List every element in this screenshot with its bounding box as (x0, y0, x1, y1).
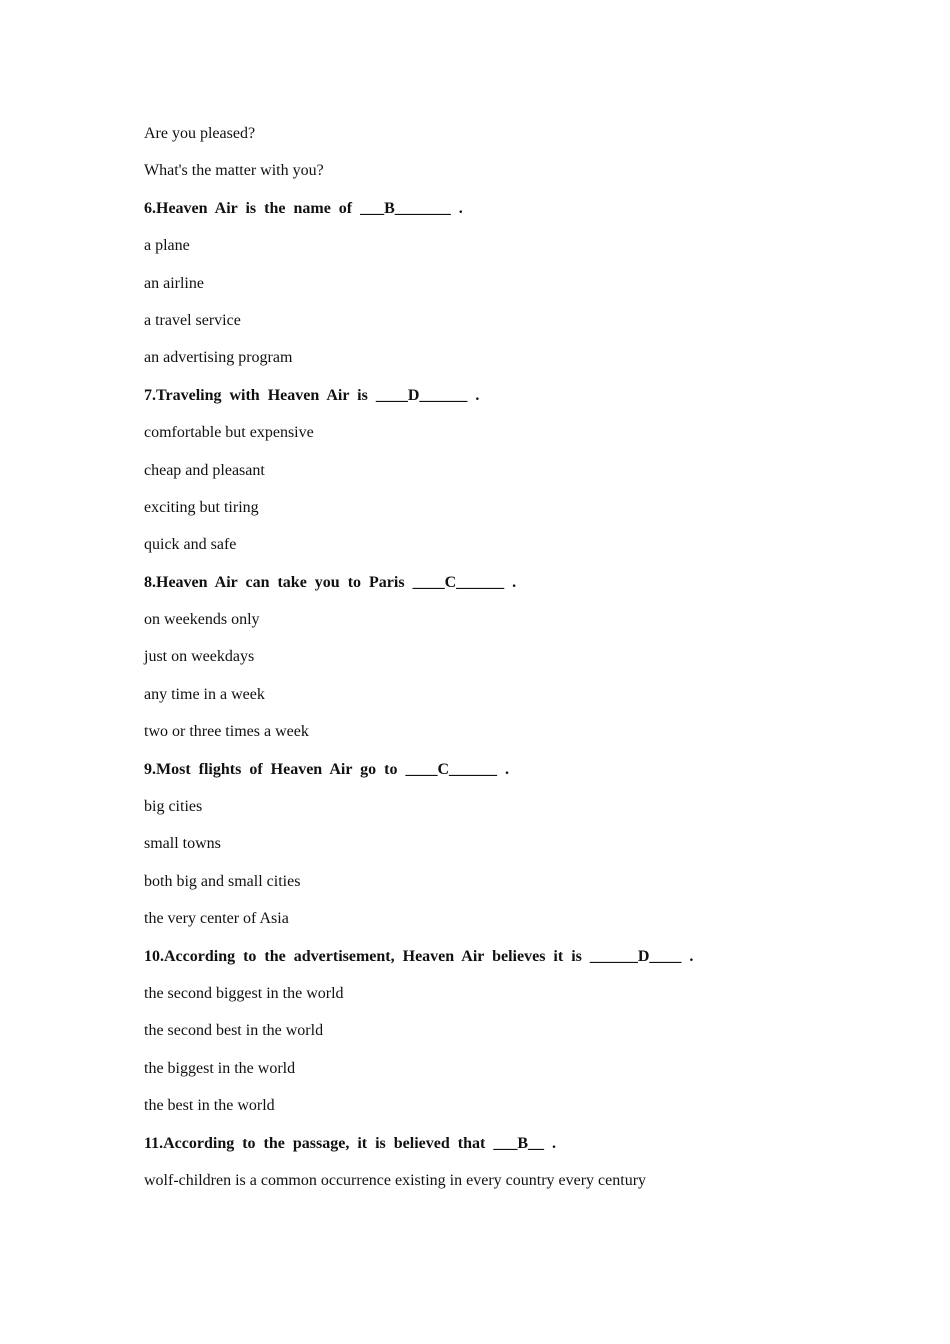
answer-option: the second best in the world (144, 1022, 324, 1040)
answer-option: exciting but tiring (144, 498, 259, 516)
answer-option: two or three times a week (144, 723, 309, 741)
answer-option: Are you pleased? (144, 125, 256, 142)
answer-option: any time in a week (144, 685, 265, 703)
answer-option: small towns (144, 835, 221, 853)
question-7: 7.Traveling with Heaven Air is ____D______ . (144, 386, 480, 404)
answer-option: quick and safe (144, 536, 237, 554)
question-6: 6.Heaven Air is the name of ___B_______ . (144, 199, 463, 217)
question-10: 10.According to the advertisement, Heaven Air believes it is ______D____ . (144, 947, 694, 965)
answer-option: both big and small cities (144, 872, 301, 890)
answer-option: the biggest in the world (144, 1059, 296, 1077)
answer-option: on weekends only (144, 611, 260, 629)
question-11: 11.According to the passage, it is believed that ___B__ . (144, 1134, 556, 1152)
answer-option: What's the matter with you? (144, 162, 324, 180)
question-8: 8.Heaven Air can take you to Paris ____C______ . (144, 573, 517, 591)
answer-option: comfortable but expensive (144, 424, 314, 442)
answer-option: just on weekdays (144, 648, 255, 666)
answer-option: cheap and pleasant (144, 461, 265, 479)
document-page (144, 124, 844, 1208)
question-9: 9.Most flights of Heaven Air go to ____C______ . (144, 760, 510, 778)
answer-option: an airline (144, 274, 204, 292)
answer-option: the very center of Asia (144, 910, 289, 928)
answer-option: wolf-children is a common occurrence existing in every country every century (144, 1171, 647, 1189)
answer-option: a travel service (144, 311, 241, 329)
answer-option: a plane (144, 237, 190, 255)
answer-option: big cities (144, 798, 203, 816)
answer-option: the second biggest in the world (144, 984, 344, 1002)
answer-option: an advertising program (144, 349, 293, 367)
answer-option: the best in the world (144, 1097, 275, 1115)
